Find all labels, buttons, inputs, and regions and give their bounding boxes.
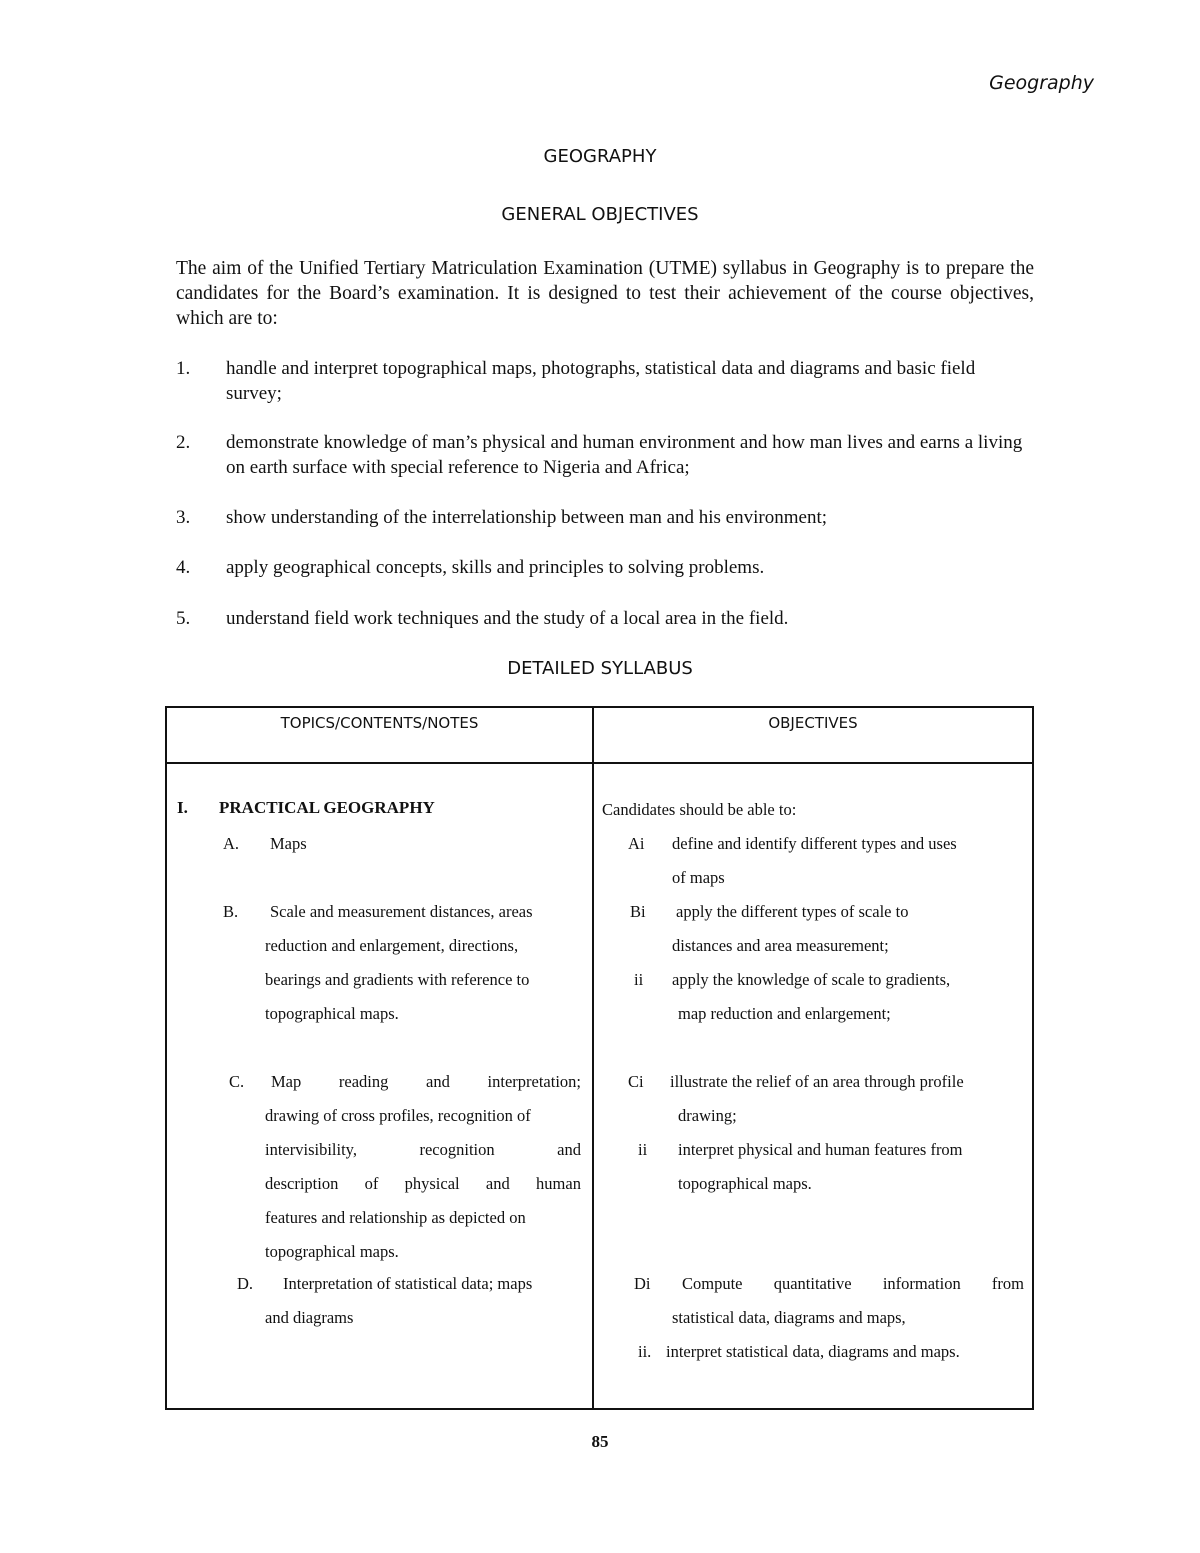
topic-text: features and relationship as depicted on [265, 1208, 526, 1227]
objective-text: define and identify different types and uses [672, 834, 957, 853]
objective-text: drawing; [678, 1106, 737, 1125]
topic-text: topographical maps. [265, 1004, 399, 1023]
objective-label: Bi [630, 902, 646, 921]
topic-text [265, 1140, 581, 1160]
topic-text: Interpretation of statistical data; maps [283, 1274, 533, 1293]
word: quantitative [773, 1274, 852, 1293]
word: Compute [682, 1274, 743, 1293]
topic-label: C. [229, 1072, 245, 1091]
objective-label: ii [638, 1140, 648, 1159]
topic-text [271, 1072, 581, 1092]
word: from [991, 1274, 1024, 1293]
page-number: 85 [591, 1432, 609, 1451]
objectives-cell [593, 763, 1033, 1409]
objective-text: statistical data, diagrams and maps, [672, 1308, 906, 1327]
word: reading [338, 1072, 389, 1091]
objectives-lead: Candidates should be able to: [602, 800, 797, 819]
objective-label: Ai [628, 834, 645, 853]
topic-text: bearings and gradients with reference to [265, 970, 530, 989]
objective-text: distances and area measurement; [672, 936, 889, 955]
topic-text: Scale and measurement distances, areas [270, 902, 533, 921]
objective-number: 1. [176, 358, 191, 379]
objective-text: understand field work techniques and the study of a local area in the field. [226, 608, 789, 629]
topic-text: topographical maps. [265, 1242, 399, 1261]
topic-text: Maps [270, 834, 307, 853]
objective-text: interpret statistical data, diagrams and maps. [666, 1342, 960, 1361]
objective-label: Di [634, 1274, 651, 1293]
objective-text: demonstrate knowledge of man’s physical and human environment and how man lives and earns a living on earth surface with special reference to Nigeria and Africa; [226, 432, 1023, 478]
word: intervisibility, [265, 1140, 357, 1159]
topic-label: D. [237, 1274, 254, 1293]
word: recognition [419, 1140, 495, 1159]
column-header-objectives: OBJECTIVES [593, 707, 1033, 763]
word: interpretation; [487, 1072, 581, 1091]
objective-text: interpret physical and human features from [678, 1140, 963, 1159]
word: physical [404, 1174, 460, 1193]
objective-label: ii. [638, 1342, 652, 1361]
objective-label: Ci [628, 1072, 644, 1091]
objective-text: of maps [672, 868, 725, 887]
objective-text: map reduction and enlargement; [678, 1004, 891, 1023]
objective-number: 2. [176, 432, 191, 453]
detailed-syllabus-heading: DETAILED SYLLABUS [507, 658, 693, 679]
objective-text [682, 1274, 1024, 1294]
topic-text: reduction and enlargement, directions, [265, 936, 519, 955]
objective-number: 4. [176, 557, 191, 578]
topic-text: drawing of cross profiles, recognition of [265, 1106, 531, 1125]
objective-text: topographical maps. [678, 1174, 812, 1193]
page-title: GEOGRAPHY [543, 146, 657, 167]
column-header-topics: TOPICS/CONTENTS/NOTES [166, 707, 593, 763]
word: description [265, 1174, 339, 1193]
running-head: Geography [989, 72, 1094, 94]
word: human [536, 1174, 581, 1193]
objective-text: handle and interpret topographical maps, photographs, statistical data and diagrams and basic field survey; [226, 358, 976, 404]
word: Map [271, 1072, 302, 1091]
section-title: PRACTICAL GEOGRAPHY [219, 798, 435, 817]
word: and [485, 1174, 510, 1193]
objective-text: apply the different types of scale to [676, 902, 909, 921]
topic-text: and diagrams [265, 1308, 354, 1327]
intro-paragraph: The aim of the Unified Tertiary Matriculation Examination (UTME) syllabus in Geography is to prepare the candidates for the Board’s examination. It is designed to test their achievement of the course objectives, which are to: [176, 258, 1034, 329]
topic-label: A. [223, 834, 240, 853]
objective-number: 5. [176, 608, 191, 629]
objective-text: show understanding of the interrelationship between man and his environment; [226, 507, 827, 528]
objective-text: illustrate the relief of an area through profile [670, 1072, 964, 1091]
topic-text [265, 1174, 581, 1194]
objective-label: ii [634, 970, 644, 989]
topics-cell [166, 763, 593, 1409]
section-number: I. [177, 798, 188, 817]
word: and [426, 1072, 450, 1091]
general-objectives-heading: GENERAL OBJECTIVES [501, 204, 699, 225]
objective-number: 3. [176, 507, 191, 528]
word: and [557, 1140, 581, 1159]
topic-label: B. [223, 902, 239, 921]
word: of [364, 1174, 379, 1193]
objective-text: apply the knowledge of scale to gradients, [672, 970, 951, 989]
objective-text: apply geographical concepts, skills and principles to solving problems. [226, 557, 765, 578]
word: information [882, 1274, 961, 1293]
syllabus-table [165, 706, 1034, 1410]
